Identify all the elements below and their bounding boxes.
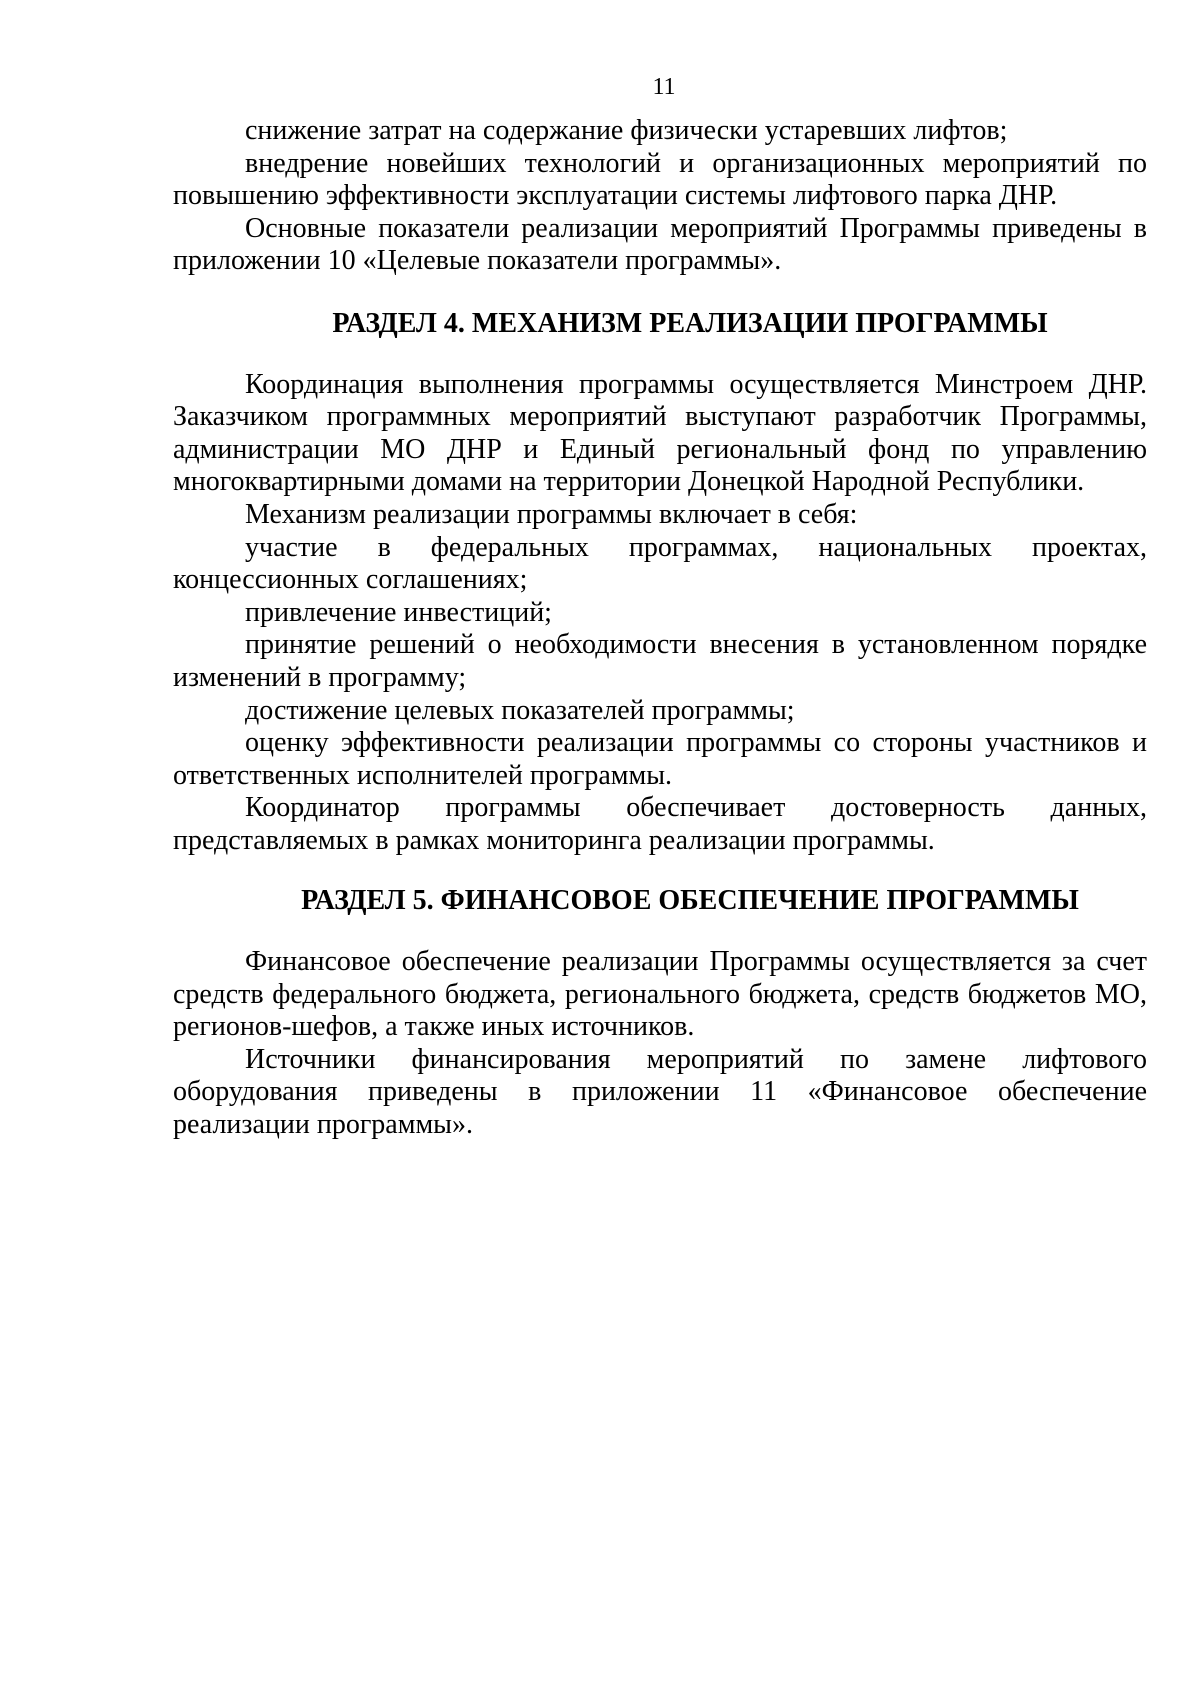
section-5-heading: РАЗДЕЛ 5. ФИНАНСОВОЕ ОБЕСПЕЧЕНИЕ ПРОГРАММЫ bbox=[301, 885, 1079, 917]
section-4-list-item: участие в федеральных программах, национальных проектах, концессионных соглашениях; bbox=[173, 531, 1147, 596]
section-4-heading: РАЗДЕЛ 4. МЕХАНИЗМ РЕАЛИЗАЦИИ ПРОГРАММЫ bbox=[332, 307, 1048, 339]
section-5-paragraph: Источники финансирования мероприятий по замене лифтового оборудования приведены в приложении 11 «Финансовое обеспечение реализации программы». bbox=[173, 1043, 1147, 1141]
section-4-paragraph: Координатор программы обеспечивает достоверность данных, представляемых в рамках мониторинга реализации программы. bbox=[173, 792, 1147, 856]
section-4-list-item: привлечение инвестиций; bbox=[245, 596, 552, 628]
section-4-paragraph: Координация выполнения программы осуществляется Минстроем ДНР. Заказчиком программных мероприятий выступают разработчик Программы, администрации МО ДНР и Единый региональный фонд по управлению многоквартирными домами на территории Донецкой Народной Республики. bbox=[173, 368, 1147, 498]
section-4-list-item: достижение целевых показателей программы; bbox=[245, 694, 795, 726]
intro-paragraph: снижение затрат на содержание физически устаревших лифтов; bbox=[245, 115, 1008, 146]
page-number: 11 bbox=[652, 74, 676, 100]
section-4-paragraph: Механизм реализации программы включает в себя: bbox=[245, 498, 858, 530]
section-4-list-item: оценку эффективности реализации программы со стороны участников и ответственных исполнителей программы. bbox=[173, 727, 1147, 791]
section-4-list-item: принятие решений о необходимости внесения в установленном порядке изменений в программу; bbox=[173, 629, 1147, 693]
section-5-paragraph: Финансовое обеспечение реализации Программы осуществляется за счет средств федерального бюджета, регионального бюджета, средств бюджетов МО, регионов-шефов, а также иных источников. bbox=[173, 946, 1147, 1043]
intro-paragraph: Основные показатели реализации мероприятий Программы приведены в приложении 10 «Целевые показатели программы». bbox=[173, 212, 1147, 277]
intro-paragraph: внедрение новейших технологий и организационных мероприятий по повышению эффективности эксплуатации системы лифтового парка ДНР. bbox=[173, 147, 1147, 212]
document-body bbox=[173, 115, 1147, 1142]
